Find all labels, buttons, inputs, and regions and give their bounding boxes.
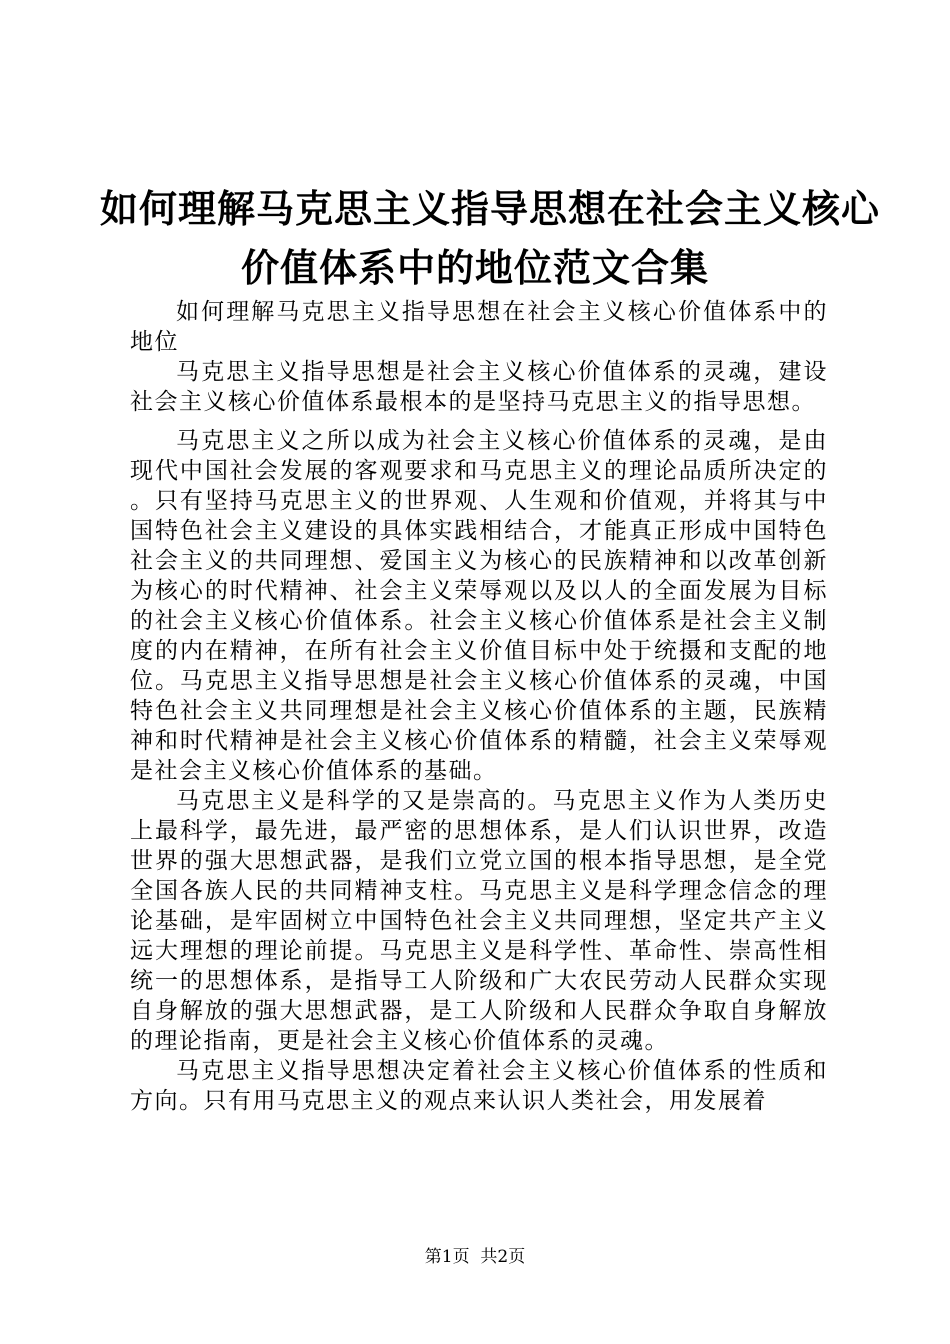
paragraph-3: 马克思主义是科学的又是崇高的。马克思主义作为人类历史上最科学，最先进，最严密的思想体系，是人们认识世界，改造世界的强大思想武器，是我们立党立国的根本指导思想，是全党全国各族人民的共同精神支柱。马克思主义是科学理念信念的理论基础，是牢固树立中国特色社会主义共同理想，坚定共产主义远大理想的理论前提。马克思主义是科学性、革命性、崇高性相统一的思想体系，是指导工人阶级和广大农民劳动人民群众实现自身解放的强大思想武器，是工人阶级和人民群众争取自身解放的理论指南，更是社会主义核心价值体系的灵魂。: [130, 788, 828, 1054]
page-number-label: 第1页 共2页: [424, 1247, 526, 1267]
paragraph-subtitle: 如何理解马克思主义指导思想在社会主义核心价值体系中的地位: [130, 299, 828, 355]
paragraph-1: 马克思主义指导思想是社会主义核心价值体系的灵魂，建设社会主义核心价值体系最根本的是坚持马克思主义的指导思想。: [130, 359, 828, 415]
document-body: [130, 297, 828, 1116]
paragraph-4: 马克思主义指导思想决定着社会主义核心价值体系的性质和方向。只有用马克思主义的观点来认识人类社会，用发展着: [130, 1058, 828, 1114]
document-title-line-1: 如何理解马克思主义指导思想在社会主义核心: [100, 186, 881, 231]
document-title-line-2: 价值体系中的地位范文合集: [240, 245, 709, 290]
page-footer: [0, 1246, 950, 1268]
paragraph-2: 马克思主义之所以成为社会主义核心价值体系的灵魂，是由现代中国社会发展的客观要求和马克思主义的理论品质所决定的。只有坚持马克思主义的世界观、人生观和价值观，并将其与中国特色社会主义建设的具体实践相结合，才能真正形成中国特色社会主义的共同理想、爱国主义为核心的民族精神和以改革创新为核心的时代精神、社会主义荣辱观以及以人的全面发展为目标的社会主义核心价值体系。社会主义核心价值体系是社会主义制度的内在精神，在所有社会主义价值目标中处于统摄和支配的地位。马克思主义指导思想是社会主义核心价值体系的灵魂，中国特色社会主义共同理想是社会主义核心价值体系的主题，民族精神和时代精神是社会主义核心价值体系的精髓，社会主义荣辱观是社会主义核心价值体系的基础。: [130, 428, 828, 784]
